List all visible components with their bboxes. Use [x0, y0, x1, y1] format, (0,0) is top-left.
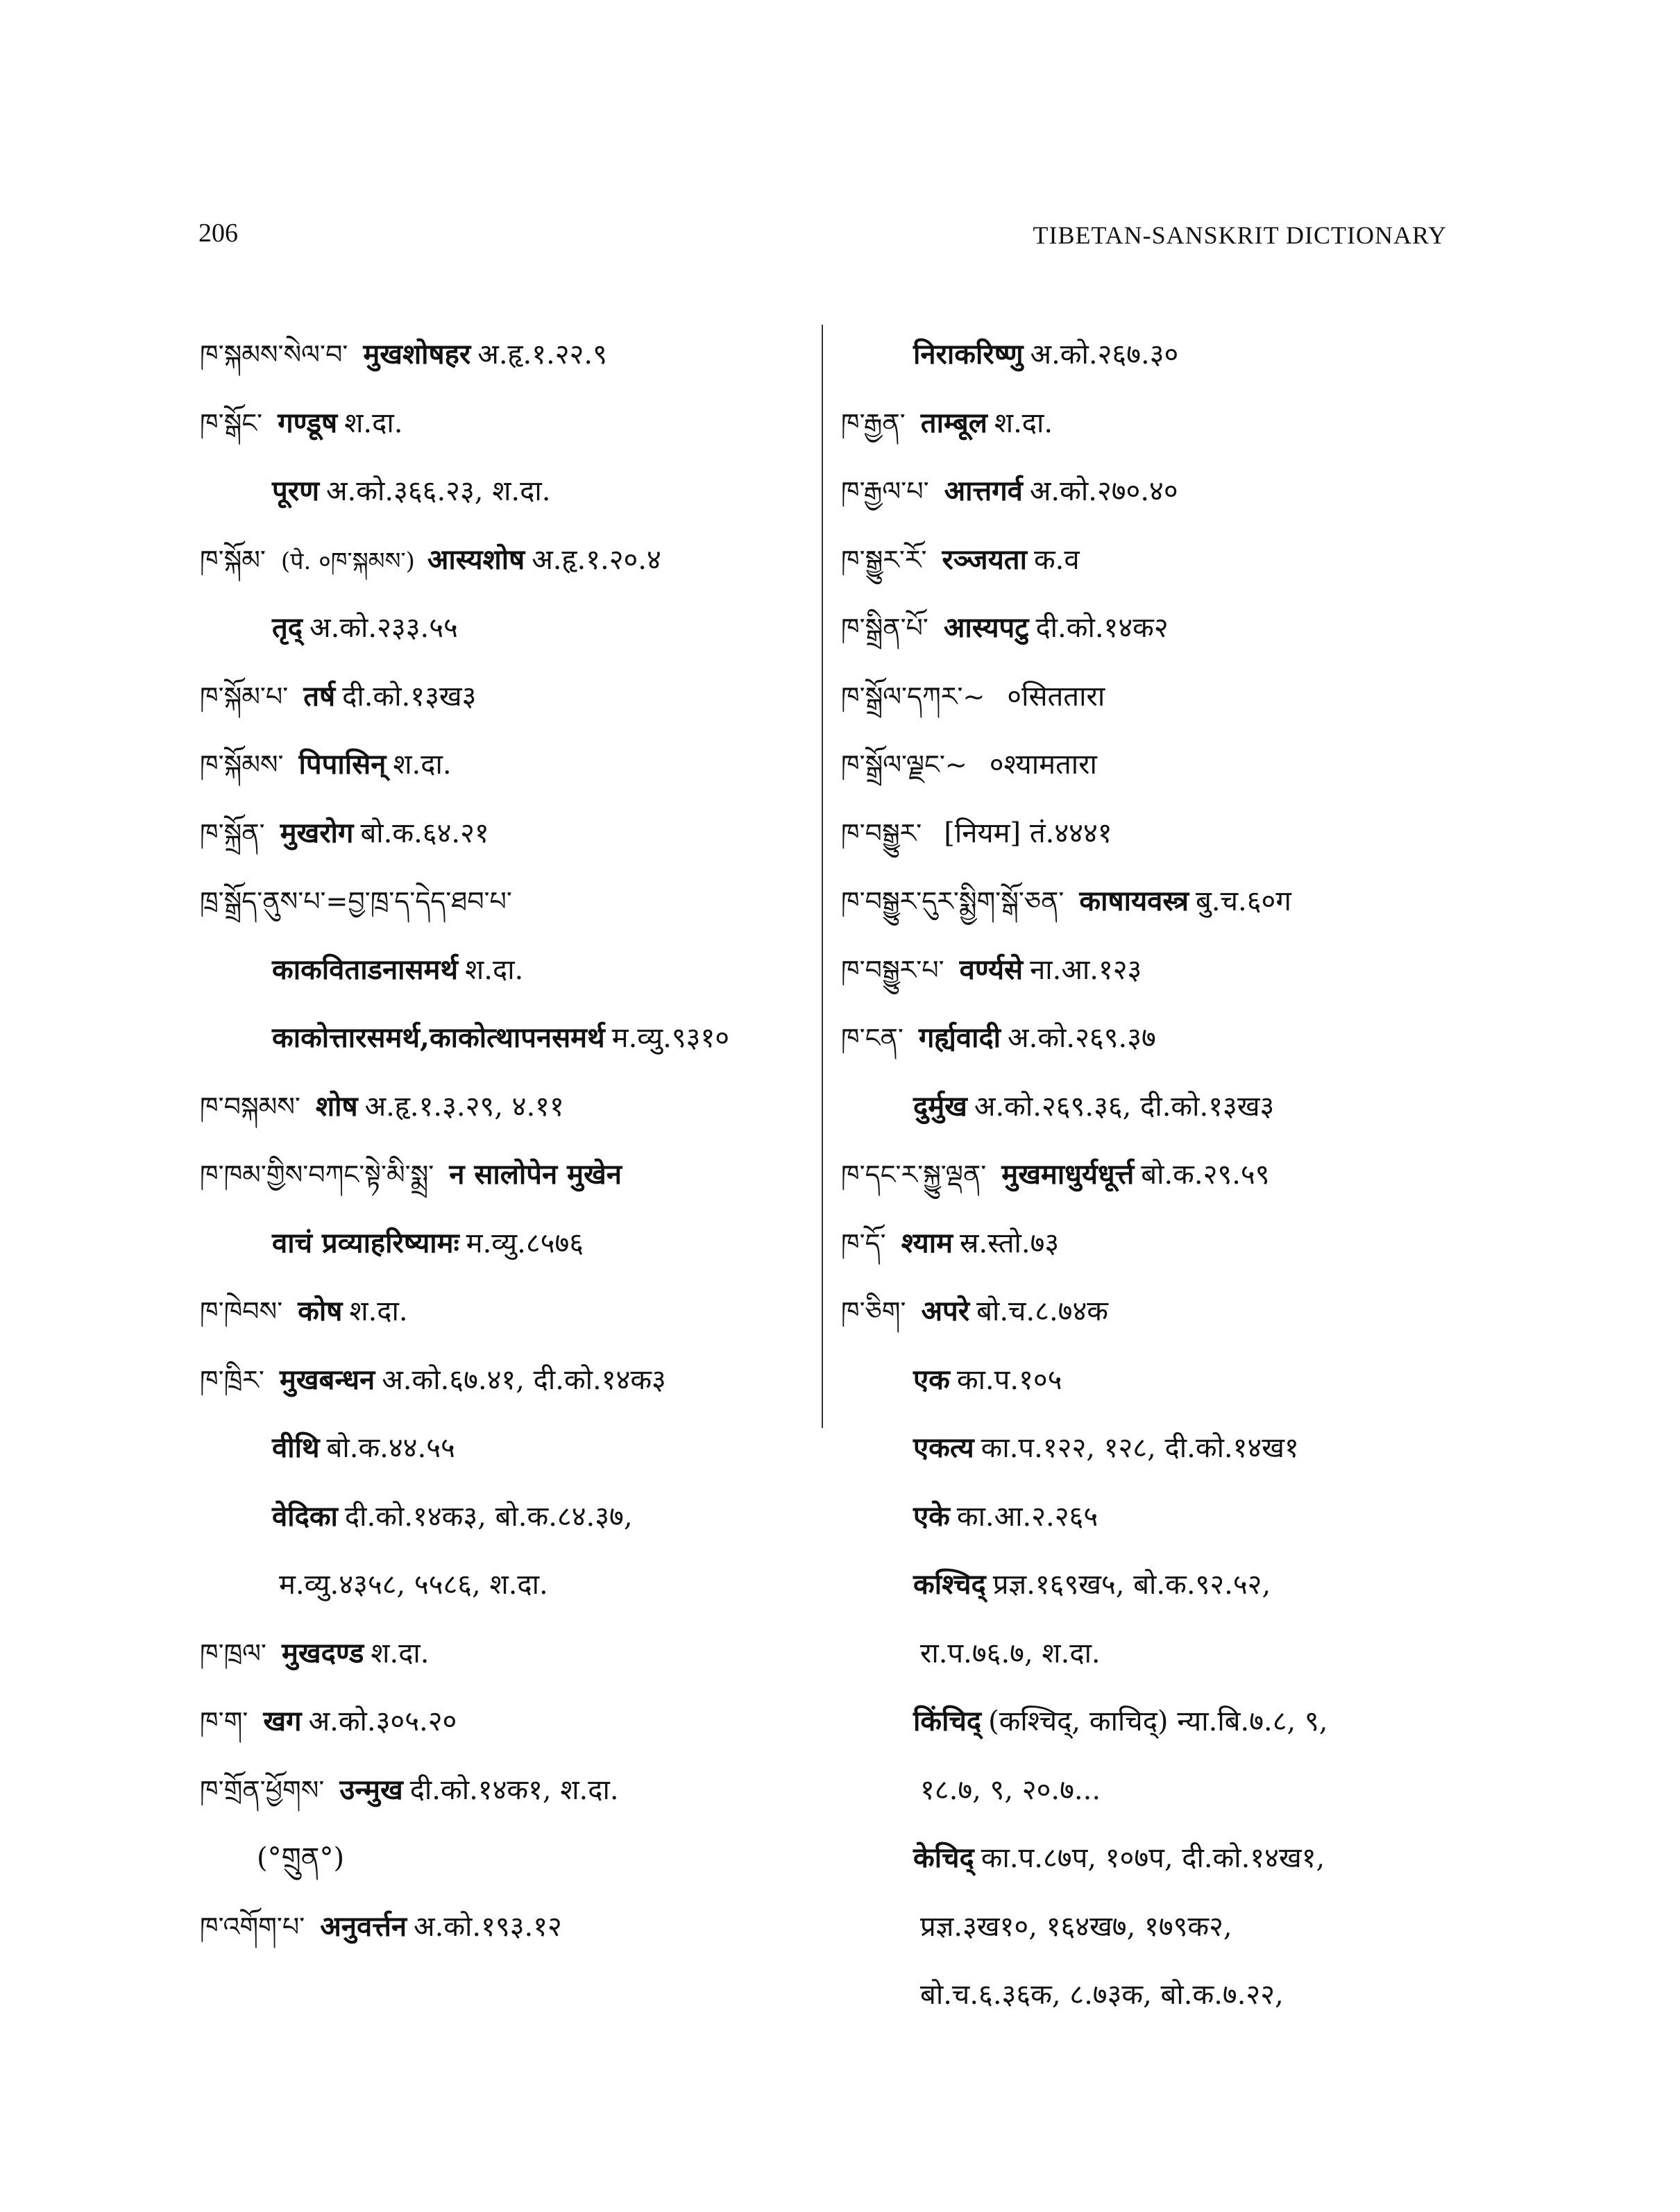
dictionary-entry-line: [841, 389, 1452, 458]
tibetan-headword: ཁ་ཁྲིར་: [200, 1364, 264, 1395]
sanskrit-equivalent: आत्तगर्व: [944, 475, 1023, 507]
sanskrit-equivalent: वर्ण्यसे: [959, 953, 1024, 986]
tibetan-headword: ཁ་སྐོམས་: [200, 749, 284, 780]
tibetan-headword: ཁ་འགོག་པ་: [200, 1911, 305, 1942]
dictionary-entry-line: [841, 1687, 1452, 1756]
tibetan-headword: ཁ་བསྐམས་: [200, 1091, 300, 1122]
source-reference: अ.को.१९३.१२: [414, 1910, 562, 1943]
tibetan-headword: ཁ་རྒྱན་: [841, 407, 906, 439]
dictionary-entry-line: [841, 1756, 1452, 1825]
variant-note: (पे. ०ཁ་སྐམས་): [280, 547, 415, 575]
source-reference: श.दा.: [371, 1637, 430, 1669]
sanskrit-equivalent: वीथि: [272, 1431, 320, 1464]
dictionary-entry-line: [841, 731, 1452, 799]
sanskrit-equivalent: शोष: [315, 1089, 358, 1123]
dictionary-entry-line: [841, 1551, 1452, 1619]
tibetan-headword: ཁ་ངན་: [841, 1023, 903, 1053]
source-reference: १८.७, ९, २०.७...: [920, 1773, 1101, 1806]
source-reference: श.दा.: [994, 407, 1053, 439]
sanskrit-equivalent: काकविताडनासमर्थ: [272, 953, 459, 986]
tibetan-headword: ཁ་སྐོམ་: [200, 544, 266, 575]
source-reference: (कश्चिद्, काचिद्) न्या.बि.७.८, ९,: [988, 1705, 1328, 1737]
dictionary-entry-line: [200, 1346, 811, 1415]
source-reference: अ.को.२६७.३०: [1030, 339, 1179, 371]
dictionary-entry-line: [200, 1414, 811, 1483]
source-reference: दी.को.१४क१, श.दा.: [409, 1773, 619, 1806]
source-reference: [नियम] तं.४४४१: [944, 817, 1112, 849]
tibetan-headword: ཁ་ཁྲལ་: [200, 1637, 266, 1669]
dictionary-entry-line: [200, 867, 811, 936]
dictionary-entry-line: [200, 1824, 811, 1893]
dictionary-entry-line: [200, 1893, 811, 1962]
dictionary-entry-line: [200, 1277, 811, 1346]
sanskrit-equivalent: आस्यपटु: [943, 611, 1029, 644]
source-reference: का.आ.२.२६५: [956, 1500, 1098, 1533]
sanskrit-equivalent: काषायवस्त्र: [1079, 885, 1189, 917]
dictionary-entry-line: [841, 526, 1452, 595]
source-reference: बो.क.२९.५९: [1141, 1159, 1270, 1191]
sanskrit-equivalent: गर्ह्यवादी: [918, 1021, 1001, 1054]
source-reference: स्र.स्तो.७३: [960, 1227, 1060, 1259]
source-reference: अ.हृ.१.३.२९, ४.११: [364, 1090, 564, 1123]
dictionary-entry-line: [200, 1756, 811, 1825]
sanskrit-equivalent: एकत्य: [913, 1431, 974, 1464]
tibetan-headword: ཁ་ཁེབས་: [200, 1296, 283, 1327]
sanskrit-equivalent: उन्मुख: [339, 1773, 403, 1806]
source-reference: प्रज्ञ.३ख१०, १६४ख७, १७९क२,: [920, 1910, 1232, 1943]
tibetan-headword: ཁ་གྲོན་ཕྱོགས་: [200, 1774, 325, 1805]
column-divider: [822, 325, 823, 1428]
dictionary-entry-line: [841, 663, 1452, 731]
source-reference: अ.को.६७.४१, दी.को.१४क३: [382, 1363, 666, 1396]
sanskrit-equivalent: पूरण: [272, 475, 319, 507]
tibetan-headword: ཁ་དོ་: [841, 1227, 886, 1259]
sanskrit-equivalent: मुखशोषहर: [363, 338, 471, 371]
source-reference: श.दा.: [344, 407, 403, 439]
tibetan-headword: ཁ་བསྒྱུར་: [841, 817, 922, 849]
sanskrit-equivalent: तर्ष: [303, 679, 336, 713]
dictionary-entry-line: [841, 1209, 1452, 1278]
dictionary-entry-line: [200, 389, 811, 458]
dictionary-entry-line: [841, 1277, 1452, 1346]
dictionary-entry-line: [841, 321, 1452, 389]
source-reference: अ.को.३६६.२३, श.दा.: [326, 475, 551, 507]
tibetan-headword: ཁ་བསྒྱུར་པ་: [841, 954, 944, 985]
source-reference: अ.हृ.१.२०.४: [532, 543, 661, 576]
dictionary-entry-line: [841, 594, 1452, 663]
source-reference: श.दा.: [465, 953, 524, 986]
source-reference: अ.को.२६९.३७: [1008, 1022, 1156, 1054]
sanskrit-equivalent: मुखमाधुर्यधूर्त्त: [1001, 1158, 1135, 1191]
dictionary-entry-line: [841, 1893, 1452, 1962]
dictionary-entry-line: [200, 594, 811, 663]
dictionary-entry-line: [200, 1551, 811, 1619]
sanskrit-equivalent: गण्डूष: [278, 406, 338, 439]
source-reference: क.व: [1033, 543, 1080, 576]
dictionary-entry-line: [841, 1619, 1452, 1688]
dictionary-entry-line: [841, 1961, 1452, 2030]
dictionary-entry-line: [200, 1073, 811, 1141]
sanskrit-equivalent: अनुवर्त्तन: [320, 1909, 407, 1943]
source-reference: श.दा.: [349, 1295, 408, 1327]
sanskrit-equivalent: दुर्मुख: [913, 1089, 967, 1123]
dictionary-entry-line: [200, 321, 811, 389]
source-reference: का.प.१०५: [956, 1363, 1062, 1396]
sanskrit-equivalent: कोष: [298, 1295, 343, 1327]
dictionary-entry-line: [841, 1073, 1452, 1141]
source-reference: बु.च.६०ग: [1196, 885, 1291, 917]
dictionary-entry-line: [200, 1141, 811, 1209]
dictionary-entry-line: [841, 1141, 1452, 1209]
sanskrit-equivalent: पिपासिन्: [298, 748, 387, 781]
running-header: TIBETAN-SANSKRIT DICTIONARY: [1033, 221, 1447, 249]
sanskrit-equivalent: मुखबन्धन: [279, 1363, 375, 1396]
sanskrit-equivalent: अपरे: [921, 1295, 970, 1327]
tibetan-headword: ཁ་སྐོམ་པ་: [200, 681, 289, 712]
sanskrit-equivalent: न सालोपेन मुखेन: [449, 1158, 622, 1191]
dictionary-entry-line: [200, 1619, 811, 1688]
dictionary-entry-line: [200, 1483, 811, 1551]
source-reference: अ.को.३०५.२०: [308, 1705, 457, 1737]
dictionary-entry-line: [200, 799, 811, 868]
dictionary-entry-line: [841, 867, 1452, 936]
dictionary-entry-line: [200, 663, 811, 731]
source-reference: दी.को.१४क२: [1035, 612, 1169, 644]
tibetan-headword: ཁ་རྒྱལ་པ་: [841, 476, 929, 507]
source-reference: श.दा.: [393, 749, 452, 781]
sanskrit-equivalent: मुखदण्ड: [282, 1636, 364, 1669]
sanskrit-equivalent: आस्यशोष: [427, 543, 525, 576]
sanskrit-equivalent: एके: [913, 1499, 950, 1533]
tibetan-headword: ཁ་ཅིག་: [841, 1296, 906, 1327]
left-column: [200, 321, 811, 1961]
sanskrit-equivalent: तृद्: [272, 611, 303, 644]
source-reference: अ.को.२३३.५५: [309, 612, 458, 644]
page-number: 206: [198, 219, 238, 248]
sanskrit-equivalent: श्याम: [901, 1226, 953, 1259]
source-reference: ०सिततारा: [1007, 680, 1105, 713]
source-reference: ना.आ.१२३: [1030, 953, 1142, 986]
sanskrit-equivalent: वेदिका: [272, 1499, 338, 1533]
source-reference: का.प.१२२, १२८, दी.को.१४ख१: [981, 1432, 1299, 1464]
source-reference: म.व्यु.९३१०: [611, 1022, 730, 1054]
source-reference: बो.क.४४.५५: [326, 1432, 455, 1464]
source-reference: दी.को.१३ख३: [342, 680, 477, 713]
source-reference: म.व्यु.८५७६: [466, 1227, 584, 1259]
source-reference: बो.च.६.३६क, ८.७३क, बो.क.७.२२,: [920, 1979, 1284, 2011]
source-reference: बो.क.६४.२१: [360, 817, 489, 849]
sanskrit-equivalent: ताम्बूल: [920, 406, 987, 439]
tibetan-headword: ཁྲ་སྒྲོད་ནུས་པ་=བྱ་ཁྲ་ད་དེད་ཐབ་པ་: [200, 886, 512, 917]
dictionary-entry-line: [841, 1346, 1452, 1415]
tibetan-headword: ཁ་བསྒྱུར་དུར་སྨྱིག་སྒོ་ཅན་: [841, 886, 1064, 917]
dictionary-entry-line: [841, 799, 1452, 868]
tibetan-headword: ཁ་དང་ར་སྐྱུ་ལྡན་: [841, 1159, 987, 1190]
source-reference: म.व्यु.४३५८, ५५८६, श.दा.: [279, 1569, 548, 1601]
tibetan-headword: ཁ་ག་: [200, 1706, 248, 1737]
sanskrit-equivalent: रञ्जयता: [942, 543, 1027, 576]
sanskrit-equivalent: वाचं प्रव्याहरिष्यामः: [272, 1226, 459, 1259]
source-reference: अ.को.२६९.३६, दी.को.१३ख३: [974, 1090, 1275, 1123]
sanskrit-equivalent: मुखरोग: [280, 816, 354, 849]
dictionary-entry-line: [200, 526, 811, 595]
tibetan-headword: ཁ་ཁམ་གྱིས་བཀང་སྟེ་མི་སྨྲ་: [200, 1159, 434, 1190]
source-reference: प्रज्ञ.१६९ख५, बो.क.९२.५२,: [992, 1569, 1271, 1601]
tibetan-headword: ཁ་སྒྲོལ་དཀར་~: [841, 681, 985, 712]
sanskrit-equivalent: काकोत्तारसमर्थ,काकोत्थापनसमर्थ: [272, 1021, 605, 1054]
sanskrit-equivalent: खग: [263, 1705, 302, 1737]
tibetan-headword: ཁ་སྒྲོལ་ལྗང་~: [841, 749, 967, 780]
tibetan-headword: ཁ་སྒྲིན་པོ་: [841, 613, 928, 643]
source-reference: रा.प.७६.७, श.दा.: [920, 1637, 1101, 1669]
dictionary-entry-line: [841, 1824, 1452, 1893]
dictionary-entry-line: [200, 731, 811, 799]
tibetan-headword: ཁ་སྐྲོན་: [200, 817, 265, 849]
source-reference: बो.च.८.७४क: [976, 1295, 1108, 1327]
dictionary-entry-line: [841, 936, 1452, 1005]
sanskrit-equivalent: किंचिद्: [913, 1705, 982, 1737]
dictionary-entry-line: [841, 457, 1452, 526]
dictionary-entry-line: [200, 457, 811, 526]
tibetan-headword: ཁ་སྒྱུར་རོ་: [841, 544, 927, 575]
sanskrit-equivalent: एक: [913, 1363, 950, 1396]
dictionary-entry-line: [841, 1004, 1452, 1073]
source-reference: अ.हृ.१.२२.९: [477, 339, 607, 371]
right-column: [841, 321, 1452, 2030]
dictionary-entry-line: [200, 1209, 811, 1278]
sanskrit-equivalent: केचिद्: [913, 1841, 974, 1874]
dictionary-entry-line: [200, 936, 811, 1005]
tibetan-headword: ཁ་སྐམས་སེལ་བ་: [200, 339, 348, 370]
source-reference: (°གྲུན°): [257, 1842, 345, 1874]
source-reference: ०श्यामतारा: [989, 749, 1097, 781]
source-reference: का.प.८७प, १०७प, दी.को.१४ख१,: [981, 1842, 1325, 1874]
tibetan-headword: ཁ་སྒོང་: [200, 407, 263, 439]
dictionary-entry-line: [200, 1687, 811, 1756]
dictionary-entry-line: [841, 1414, 1452, 1483]
dictionary-entry-line: [841, 1483, 1452, 1551]
sanskrit-equivalent: कश्चिद्: [913, 1568, 986, 1601]
source-reference: दी.को.१४क३, बो.क.८४.३७,: [344, 1500, 633, 1533]
sanskrit-equivalent: निराकरिष्णु: [913, 338, 1024, 371]
dictionary-entry-line: [200, 1004, 811, 1073]
source-reference: अ.को.२७०.४०: [1029, 475, 1178, 507]
